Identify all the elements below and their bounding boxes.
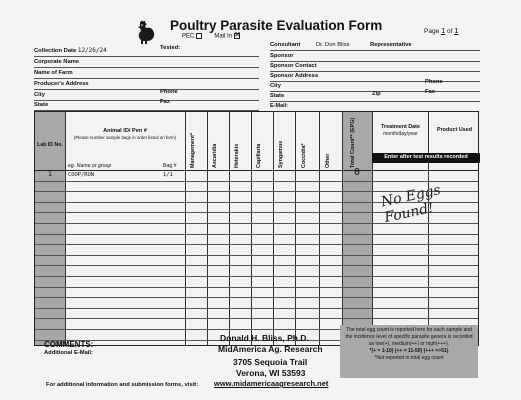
table-row-line (35, 287, 478, 288)
lab-id-header: Lab ID No. (37, 142, 63, 148)
rooster-logo-icon (134, 19, 156, 45)
contact-city: Verona, WI 53593 (236, 368, 306, 378)
phone-label: Phone (160, 89, 178, 95)
state-label: State (34, 102, 49, 108)
table-row-line (35, 244, 478, 245)
col-header-management: Management* (190, 132, 196, 168)
mail-in-option: Mail In✕ (214, 33, 240, 40)
consultant-label: Consultant (270, 42, 301, 48)
sponsor-contact-line[interactable] (270, 71, 480, 72)
right-fax-label: Fax (425, 89, 435, 95)
col-header-heterakis: Heterakis (234, 143, 240, 168)
contact-company: MidAmerica Ag. Research (218, 344, 323, 354)
table-row-line (35, 181, 478, 182)
page-total[interactable]: 1 (454, 27, 459, 35)
corporate-name-label: Corporate Name (34, 59, 80, 65)
collection-date-value[interactable]: 12/26/24 (77, 47, 107, 54)
sponsor-address-label: Sponsor Address (270, 73, 319, 79)
row-1-bag-number[interactable]: 1/1 (163, 172, 173, 178)
comments-label: COMMENTS: (44, 340, 94, 349)
table-row-line (35, 265, 478, 266)
collection-date-label: Collection Date 12/26/24 (34, 47, 107, 54)
col-header-ascaridia: Ascaridia (212, 143, 218, 168)
row-1-total-count[interactable]: 0 (353, 167, 361, 178)
right-phone-label: Phone (425, 79, 443, 85)
pec-option: PEC (182, 33, 202, 40)
treatment-date-format: month/day/year (383, 131, 418, 137)
col-header-total-count: Total Count** (EPG) (350, 117, 356, 168)
mail-in-checkbox[interactable] (234, 33, 240, 39)
submission-type-row (182, 33, 240, 40)
farm-name-label: Name of Farm (34, 70, 73, 76)
col-header-capillaria: Capillaria (256, 143, 262, 168)
right-state-label: State (270, 93, 285, 99)
fax-label: Fax (160, 99, 170, 105)
egg-count-note-text: The total egg count is reported here for each sample and the incidence level of specific parasite genera is recorded as low(+), medium(++) or high(+++). (345, 327, 473, 347)
right-city-label: City (270, 83, 281, 89)
animal-id-header: Animal ID/ Pen # (103, 128, 147, 134)
tested-label: Tested: (160, 45, 181, 51)
city-label: City (34, 92, 45, 98)
corporate-name-line[interactable] (34, 67, 259, 68)
sponsor-label: Sponsor (270, 53, 294, 59)
bag-label: Bag # (163, 163, 177, 169)
representative-label: Representative (370, 42, 412, 48)
sponsor-address-line[interactable] (270, 81, 480, 82)
egg-count-footnote: *Not reported in total egg count (374, 355, 444, 361)
animal-id-note: (Please number sample bags in order listed on form) (73, 135, 177, 140)
table-row-line (35, 234, 478, 235)
info-label: For additional information and submission forms, visit: (46, 382, 199, 388)
sponsor-line[interactable] (270, 61, 480, 62)
zip-label: Zip (372, 91, 381, 97)
of-label: of (447, 28, 453, 35)
col-header-coccidia: Coccidia* (301, 143, 307, 168)
table-row-line (35, 276, 478, 277)
egg-count-note-box (340, 325, 478, 378)
producer-address-line[interactable] (34, 89, 259, 90)
enter-after-banner: Enter after test results recorded (372, 153, 480, 163)
collection-date-line (34, 56, 259, 57)
pec-checkbox[interactable] (196, 33, 202, 39)
form-title: Poultry Parasite Evaluation Form (170, 18, 383, 33)
handwritten-note: No Eggs Found! (379, 182, 443, 227)
consultant-value: Dr. Don Bliss (316, 42, 350, 48)
eg-name-label: eg. Name or group (68, 163, 112, 169)
sponsor-contact-label: Sponsor Contact (270, 63, 317, 69)
page-counter (424, 27, 458, 35)
page-number[interactable]: 1 (441, 27, 446, 35)
contact-street: 3705 Sequoia Trail (233, 357, 308, 367)
results-table (34, 111, 479, 346)
treatment-date-header: Treatment Date (381, 124, 420, 130)
row-1-lab-id[interactable]: 1 (48, 170, 52, 178)
producer-address-label: Producer's Address (34, 81, 89, 87)
table-row-line (35, 297, 478, 298)
consultant-line (270, 50, 480, 51)
product-used-header: Product Used (436, 127, 473, 133)
total-count-column-shade (342, 112, 372, 345)
row-1-animal-id[interactable]: COOP/RUN (68, 172, 94, 178)
page-label: Page (424, 28, 440, 35)
city-line[interactable] (34, 100, 259, 101)
farm-name-line[interactable] (34, 78, 259, 79)
website-link[interactable]: www.midamericaagresearch.net (214, 379, 329, 388)
table-row-line (35, 308, 478, 309)
col-header-syngamus: Syngamus (278, 140, 284, 168)
right-state-line[interactable] (270, 101, 480, 102)
right-email-label: E-Mail: (270, 103, 289, 109)
col-header-other: Other (325, 153, 331, 168)
table-row-line (35, 223, 478, 224)
contact-name: Donald H. Bliss, Ph.D. (220, 333, 309, 343)
table-row-line (35, 255, 478, 256)
additional-email-label: Additional E-Mail: (44, 350, 93, 356)
table-row-line (35, 318, 478, 319)
egg-count-scale: *(+ = 1-10) (++ = 11-50) (+++ =>51) (369, 348, 449, 354)
